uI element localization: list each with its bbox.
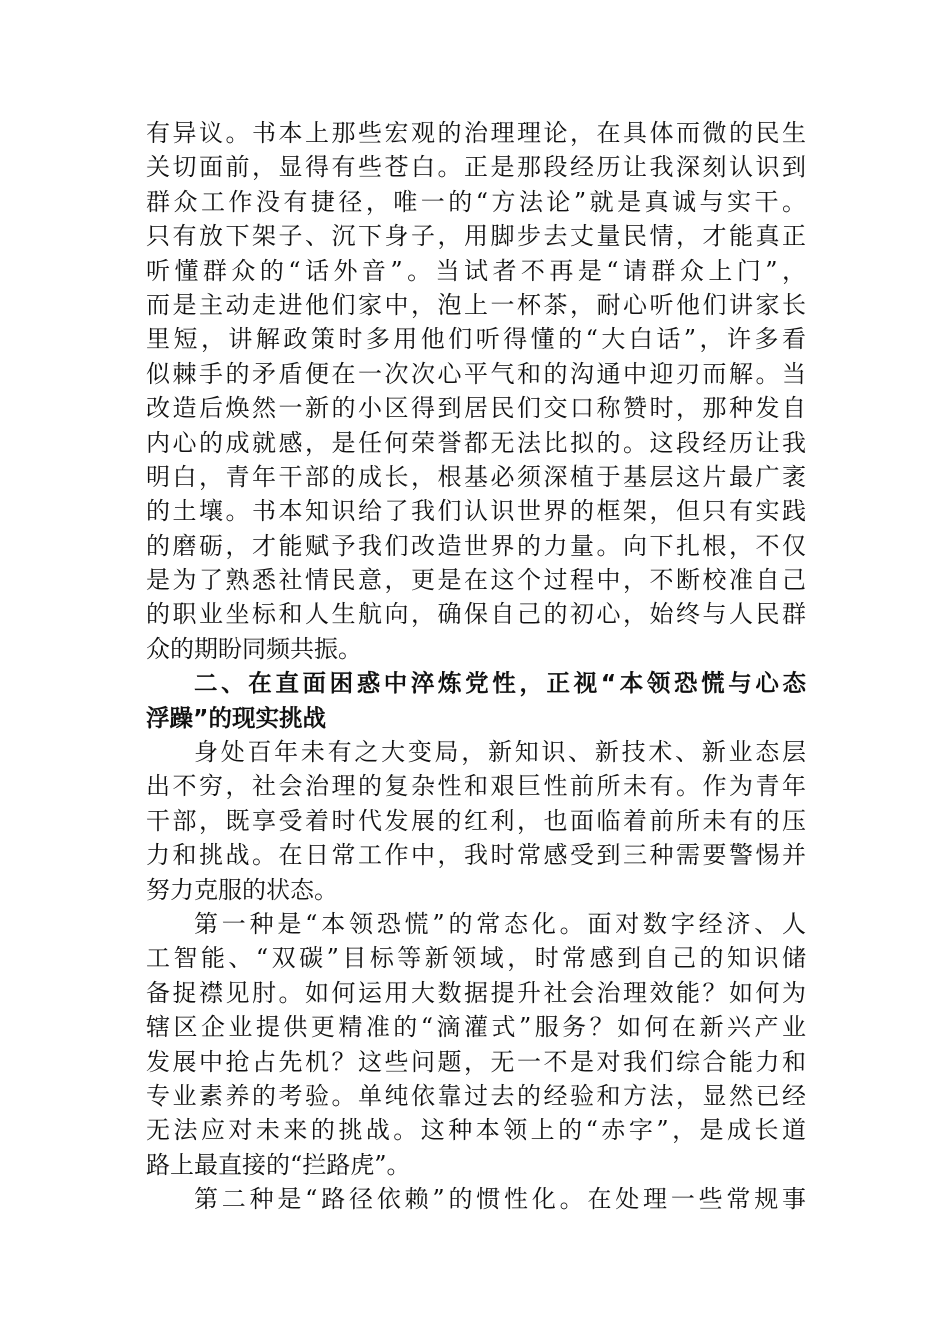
paragraph-line: 内心的成就感，是任何荣誉都无法比拟的。这段经历让我 [146,428,806,457]
paragraph-line: 里短，讲解政策时多用他们听得懂的“大白话”，许多看 [146,325,806,354]
paragraph-line: 明白，青年干部的成长，根基必须深植于基层这片最广袤 [146,462,806,491]
paragraph-line: 辖区企业提供更精准的“滴灌式”服务？如何在新兴产业 [146,1013,806,1042]
section-heading-line: 浮躁”的现实挑战 [146,703,326,732]
paragraph-line: 是为了熟悉社情民意，更是在这个过程中，不断校准自己 [146,566,806,595]
paragraph-line: 努力克服的状态。 [146,875,338,904]
document-body [146,116,806,1217]
paragraph-line: 而是主动走进他们家中，泡上一杯茶，耐心听他们讲家长 [146,290,806,319]
paragraph-line: 只有放下架子、沉下身子，用脚步去丈量民情，才能真正 [146,222,806,251]
paragraph-line: 群众工作没有捷径，唯一的“方法论”就是真诚与实干。 [146,187,806,216]
paragraph-line: 路上最直接的“拦路虎”。 [146,1150,411,1179]
paragraph-line: 发展中抢占先机？这些问题，无一不是对我们综合能力和 [146,1047,806,1076]
paragraph-line: 身处百年未有之大变局，新知识、新技术、新业态层 [194,738,806,767]
paragraph-line: 干部，既享受着时代发展的红利，也面临着前所未有的压 [146,806,806,835]
paragraph-line: 出不穷，社会治理的复杂性和艰巨性前所未有。作为青年 [146,772,806,801]
paragraph-line: 备捉襟见肘。如何运用大数据提升社会治理效能？如何为 [146,978,806,1007]
paragraph-line: 众的期盼同频共振。 [146,634,362,663]
paragraph-line: 改造后焕然一新的小区得到居民们交口称赞时，那种发自 [146,394,806,423]
paragraph-line: 工智能、“双碳”目标等新领域，时常感到自己的知识储 [146,944,806,973]
paragraph-line: 似棘手的矛盾便在一次次心平气和的沟通中迎刃而解。当 [146,359,806,388]
paragraph-line: 关切面前，显得有些苍白。正是那段经历让我深刻认识到 [146,153,806,182]
paragraph-line: 无法应对未来的挑战。这种本领上的“赤字”，是成长道 [146,1116,806,1145]
paragraph-line: 听懂群众的“话外音”。当试者不再是“请群众上门”， [146,256,806,285]
section-heading-line: 二、在直面困惑中淬炼党性，正视“本领恐慌与心态 [194,669,806,698]
paragraph-line: 专业素养的考验。单纯依靠过去的经验和方法，显然已经 [146,1081,806,1110]
paragraph-line: 的职业坐标和人生航向，确保自己的初心，始终与人民群 [146,600,806,629]
paragraph-line: 第二种是“路径依赖”的惯性化。在处理一些常规事 [194,1185,806,1214]
paragraph-line: 的土壤。书本知识给了我们认识世界的框架，但只有实践 [146,497,806,526]
paragraph-line: 力和挑战。在日常工作中，我时常感受到三种需要警惕并 [146,841,806,870]
paragraph-line: 的磨砺，才能赋予我们改造世界的力量。向下扎根，不仅 [146,531,806,560]
paragraph-line: 第一种是“本领恐慌”的常态化。面对数字经济、人 [194,909,806,938]
paragraph-line: 有异议。书本上那些宏观的治理理论，在具体而微的民生 [146,119,806,147]
